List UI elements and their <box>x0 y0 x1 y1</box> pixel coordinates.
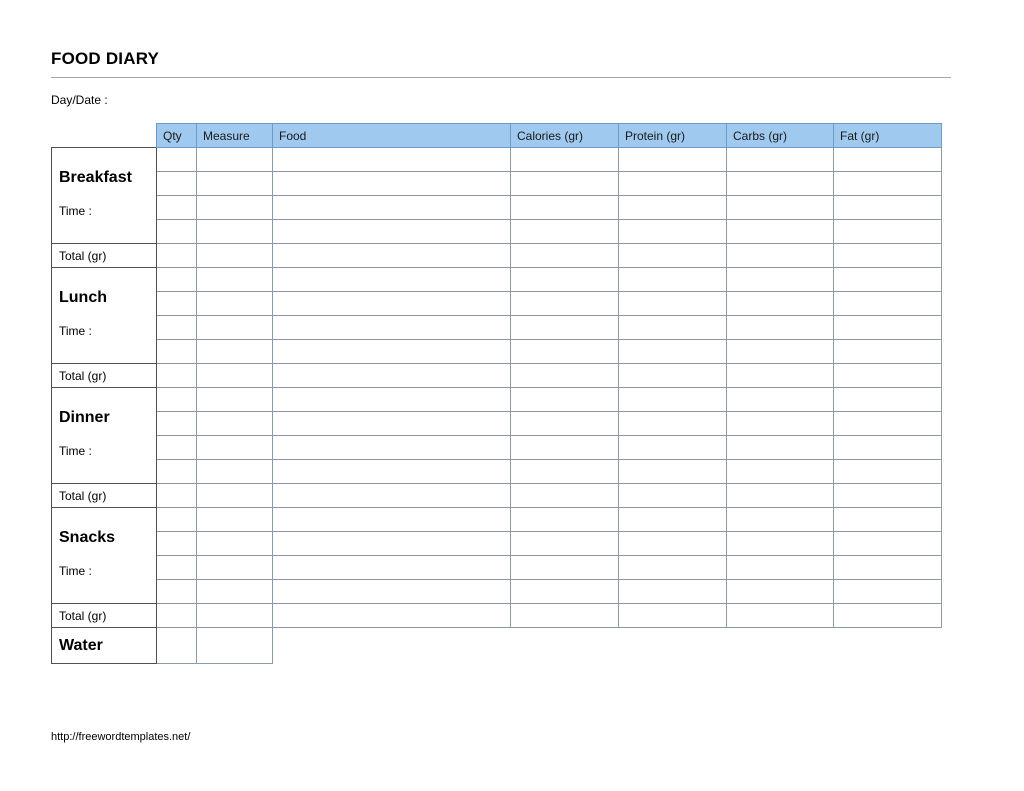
entry-cell[interactable] <box>834 196 942 220</box>
meal-label-cell <box>52 388 157 484</box>
entry-cell[interactable] <box>273 196 511 220</box>
entry-cell[interactable] <box>619 580 727 604</box>
meal-name: Breakfast <box>59 169 132 186</box>
total-label: Total (gr) <box>52 364 157 388</box>
entry-cell[interactable] <box>834 148 942 172</box>
table-row <box>52 172 942 196</box>
entry-cell[interactable] <box>834 460 942 484</box>
entry-cell[interactable] <box>619 244 727 268</box>
entry-cell[interactable] <box>511 268 619 292</box>
entry-cell[interactable] <box>273 292 511 316</box>
meal-name: Lunch <box>59 289 107 306</box>
entry-cell[interactable] <box>511 220 619 244</box>
entry-cell[interactable] <box>834 244 942 268</box>
entry-cell[interactable] <box>619 196 727 220</box>
entry-cell[interactable] <box>834 604 942 628</box>
entry-cell[interactable] <box>273 364 511 388</box>
entry-cell[interactable] <box>273 268 511 292</box>
entry-cell[interactable] <box>197 484 273 508</box>
entry-cell[interactable] <box>727 196 834 220</box>
meal-name: Dinner <box>59 409 110 426</box>
entry-cell[interactable] <box>834 556 942 580</box>
meal-time-label: Time : <box>59 324 92 338</box>
entry-cell[interactable] <box>727 556 834 580</box>
entry-cell[interactable] <box>511 484 619 508</box>
entry-cell[interactable] <box>727 484 834 508</box>
entry-cell[interactable] <box>511 364 619 388</box>
entry-cell[interactable] <box>511 580 619 604</box>
entry-cell[interactable] <box>157 292 197 316</box>
meal-label-cell <box>52 268 157 364</box>
entry-cell[interactable] <box>619 340 727 364</box>
entry-cell[interactable] <box>273 604 511 628</box>
entry-cell[interactable] <box>273 172 511 196</box>
entry-cell[interactable] <box>197 340 273 364</box>
entry-cell[interactable] <box>157 244 197 268</box>
table-row <box>52 316 942 340</box>
entry-cell[interactable] <box>834 364 942 388</box>
entry-cell[interactable] <box>197 436 273 460</box>
entry-cell[interactable] <box>197 172 273 196</box>
entry-cell[interactable] <box>511 172 619 196</box>
page-title: FOOD DIARY <box>51 49 160 68</box>
entry-cell[interactable] <box>727 268 834 292</box>
entry-cell[interactable] <box>157 340 197 364</box>
column-header: Fat (gr) <box>834 124 942 148</box>
entry-cell[interactable] <box>511 340 619 364</box>
entry-cell[interactable] <box>157 196 197 220</box>
table-row <box>52 412 942 436</box>
meal-name: Snacks <box>59 529 116 546</box>
entry-cell[interactable] <box>511 460 619 484</box>
table-row <box>52 556 942 580</box>
table-row <box>52 292 942 316</box>
entry-cell[interactable] <box>273 244 511 268</box>
total-row <box>52 364 942 388</box>
entry-cell[interactable] <box>834 292 942 316</box>
entry-cell[interactable] <box>727 580 834 604</box>
entry-cell[interactable] <box>197 268 273 292</box>
entry-cell[interactable] <box>619 364 727 388</box>
entry-cell[interactable] <box>727 292 834 316</box>
entry-cell[interactable] <box>619 460 727 484</box>
entry-cell[interactable] <box>834 532 942 556</box>
entry-cell[interactable] <box>157 604 197 628</box>
total-row <box>52 604 942 628</box>
entry-cell[interactable] <box>197 220 273 244</box>
entry-cell[interactable] <box>273 508 511 532</box>
entry-cell[interactable] <box>619 556 727 580</box>
entry-cell[interactable] <box>197 412 273 436</box>
column-header: Qty <box>157 124 197 148</box>
entry-cell[interactable] <box>197 364 273 388</box>
entry-cell[interactable] <box>727 172 834 196</box>
table-row <box>52 220 942 244</box>
entry-cell[interactable] <box>511 148 619 172</box>
empty-space <box>273 628 942 664</box>
entry-cell[interactable] <box>197 196 273 220</box>
entry-cell[interactable] <box>197 148 273 172</box>
title-divider <box>51 77 951 78</box>
entry-cell[interactable] <box>511 316 619 340</box>
entry-cell[interactable] <box>834 508 942 532</box>
entry-cell[interactable] <box>157 508 197 532</box>
water-entry-cell[interactable] <box>197 628 273 664</box>
entry-cell[interactable] <box>197 580 273 604</box>
entry-cell[interactable] <box>157 268 197 292</box>
entry-cell[interactable] <box>834 412 942 436</box>
water-entry-cell[interactable] <box>157 628 197 664</box>
entry-cell[interactable] <box>834 580 942 604</box>
entry-cell[interactable] <box>157 580 197 604</box>
entry-cell[interactable] <box>273 316 511 340</box>
total-row <box>52 484 942 508</box>
entry-cell[interactable] <box>619 412 727 436</box>
entry-cell[interactable] <box>511 388 619 412</box>
entry-cell[interactable] <box>157 412 197 436</box>
entry-cell[interactable] <box>834 220 942 244</box>
entry-cell[interactable] <box>834 172 942 196</box>
column-header: Food <box>273 124 511 148</box>
day-date-label: Day/Date : <box>51 93 108 107</box>
entry-cell[interactable] <box>511 292 619 316</box>
food-diary-table <box>51 123 942 664</box>
entry-cell[interactable] <box>511 532 619 556</box>
entry-cell[interactable] <box>273 484 511 508</box>
entry-cell[interactable] <box>511 604 619 628</box>
entry-cell[interactable] <box>619 316 727 340</box>
meal-label-cell <box>52 148 157 244</box>
column-header: Carbs (gr) <box>727 124 834 148</box>
entry-cell[interactable] <box>197 604 273 628</box>
table-row <box>52 532 942 556</box>
entry-cell[interactable] <box>197 244 273 268</box>
entry-cell[interactable] <box>727 220 834 244</box>
entry-cell[interactable] <box>834 268 942 292</box>
entry-cell[interactable] <box>511 196 619 220</box>
entry-cell[interactable] <box>511 412 619 436</box>
total-label: Total (gr) <box>52 244 157 268</box>
entry-cell[interactable] <box>273 580 511 604</box>
entry-cell[interactable] <box>619 148 727 172</box>
entry-cell[interactable] <box>619 484 727 508</box>
entry-cell[interactable] <box>834 484 942 508</box>
entry-cell[interactable] <box>157 172 197 196</box>
table-row <box>52 340 942 364</box>
entry-cell[interactable] <box>727 244 834 268</box>
entry-cell[interactable] <box>727 532 834 556</box>
entry-cell[interactable] <box>273 388 511 412</box>
entry-cell[interactable] <box>619 532 727 556</box>
meal-label-cell <box>52 508 157 604</box>
entry-cell[interactable] <box>273 220 511 244</box>
entry-cell[interactable] <box>619 220 727 244</box>
table-row <box>52 436 942 460</box>
water-row <box>52 628 942 664</box>
table-header-row <box>52 124 942 148</box>
table-row <box>52 268 942 292</box>
entry-cell[interactable] <box>157 316 197 340</box>
entry-cell[interactable] <box>197 292 273 316</box>
entry-cell[interactable] <box>157 556 197 580</box>
total-label: Total (gr) <box>52 484 157 508</box>
entry-cell[interactable] <box>511 244 619 268</box>
table-body <box>52 148 942 664</box>
entry-cell[interactable] <box>157 220 197 244</box>
entry-cell[interactable] <box>727 316 834 340</box>
entry-cell[interactable] <box>511 508 619 532</box>
entry-cell[interactable] <box>273 412 511 436</box>
entry-cell[interactable] <box>511 436 619 460</box>
table-row <box>52 580 942 604</box>
entry-cell[interactable] <box>273 436 511 460</box>
entry-cell[interactable] <box>834 388 942 412</box>
entry-cell[interactable] <box>727 508 834 532</box>
entry-cell[interactable] <box>727 148 834 172</box>
entry-cell[interactable] <box>727 388 834 412</box>
meal-time-label: Time : <box>59 204 92 218</box>
entry-cell[interactable] <box>157 460 197 484</box>
entry-cell[interactable] <box>619 292 727 316</box>
table-row <box>52 508 942 532</box>
entry-cell[interactable] <box>619 268 727 292</box>
total-row <box>52 244 942 268</box>
entry-cell[interactable] <box>197 316 273 340</box>
entry-cell[interactable] <box>834 316 942 340</box>
entry-cell[interactable] <box>727 436 834 460</box>
entry-cell[interactable] <box>197 508 273 532</box>
entry-cell[interactable] <box>273 340 511 364</box>
entry-cell[interactable] <box>273 532 511 556</box>
entry-cell[interactable] <box>834 436 942 460</box>
entry-cell[interactable] <box>834 340 942 364</box>
entry-cell[interactable] <box>157 436 197 460</box>
entry-cell[interactable] <box>273 460 511 484</box>
entry-cell[interactable] <box>727 364 834 388</box>
footer-url: http://freewordtemplates.net/ <box>51 731 191 743</box>
entry-cell[interactable] <box>157 148 197 172</box>
column-header: Protein (gr) <box>619 124 727 148</box>
entry-cell[interactable] <box>273 148 511 172</box>
table-row <box>52 196 942 220</box>
table-row <box>52 460 942 484</box>
meal-time-label: Time : <box>59 564 92 578</box>
total-label: Total (gr) <box>52 604 157 628</box>
entry-cell[interactable] <box>727 460 834 484</box>
entry-cell[interactable] <box>197 556 273 580</box>
header-corner <box>52 124 157 148</box>
entry-cell[interactable] <box>619 604 727 628</box>
column-header: Calories (gr) <box>511 124 619 148</box>
entry-cell[interactable] <box>197 460 273 484</box>
entry-cell[interactable] <box>619 388 727 412</box>
column-header: Measure <box>197 124 273 148</box>
entry-cell[interactable] <box>273 556 511 580</box>
entry-cell[interactable] <box>157 388 197 412</box>
entry-cell[interactable] <box>727 340 834 364</box>
table-row <box>52 148 942 172</box>
entry-cell[interactable] <box>511 556 619 580</box>
entry-cell[interactable] <box>619 508 727 532</box>
water-label: Water <box>52 628 157 664</box>
entry-cell[interactable] <box>619 172 727 196</box>
entry-cell[interactable] <box>727 412 834 436</box>
entry-cell[interactable] <box>619 436 727 460</box>
entry-cell[interactable] <box>157 484 197 508</box>
entry-cell[interactable] <box>197 532 273 556</box>
meal-time-label: Time : <box>59 444 92 458</box>
entry-cell[interactable] <box>157 364 197 388</box>
entry-cell[interactable] <box>157 532 197 556</box>
entry-cell[interactable] <box>727 604 834 628</box>
table-row <box>52 388 942 412</box>
entry-cell[interactable] <box>197 388 273 412</box>
